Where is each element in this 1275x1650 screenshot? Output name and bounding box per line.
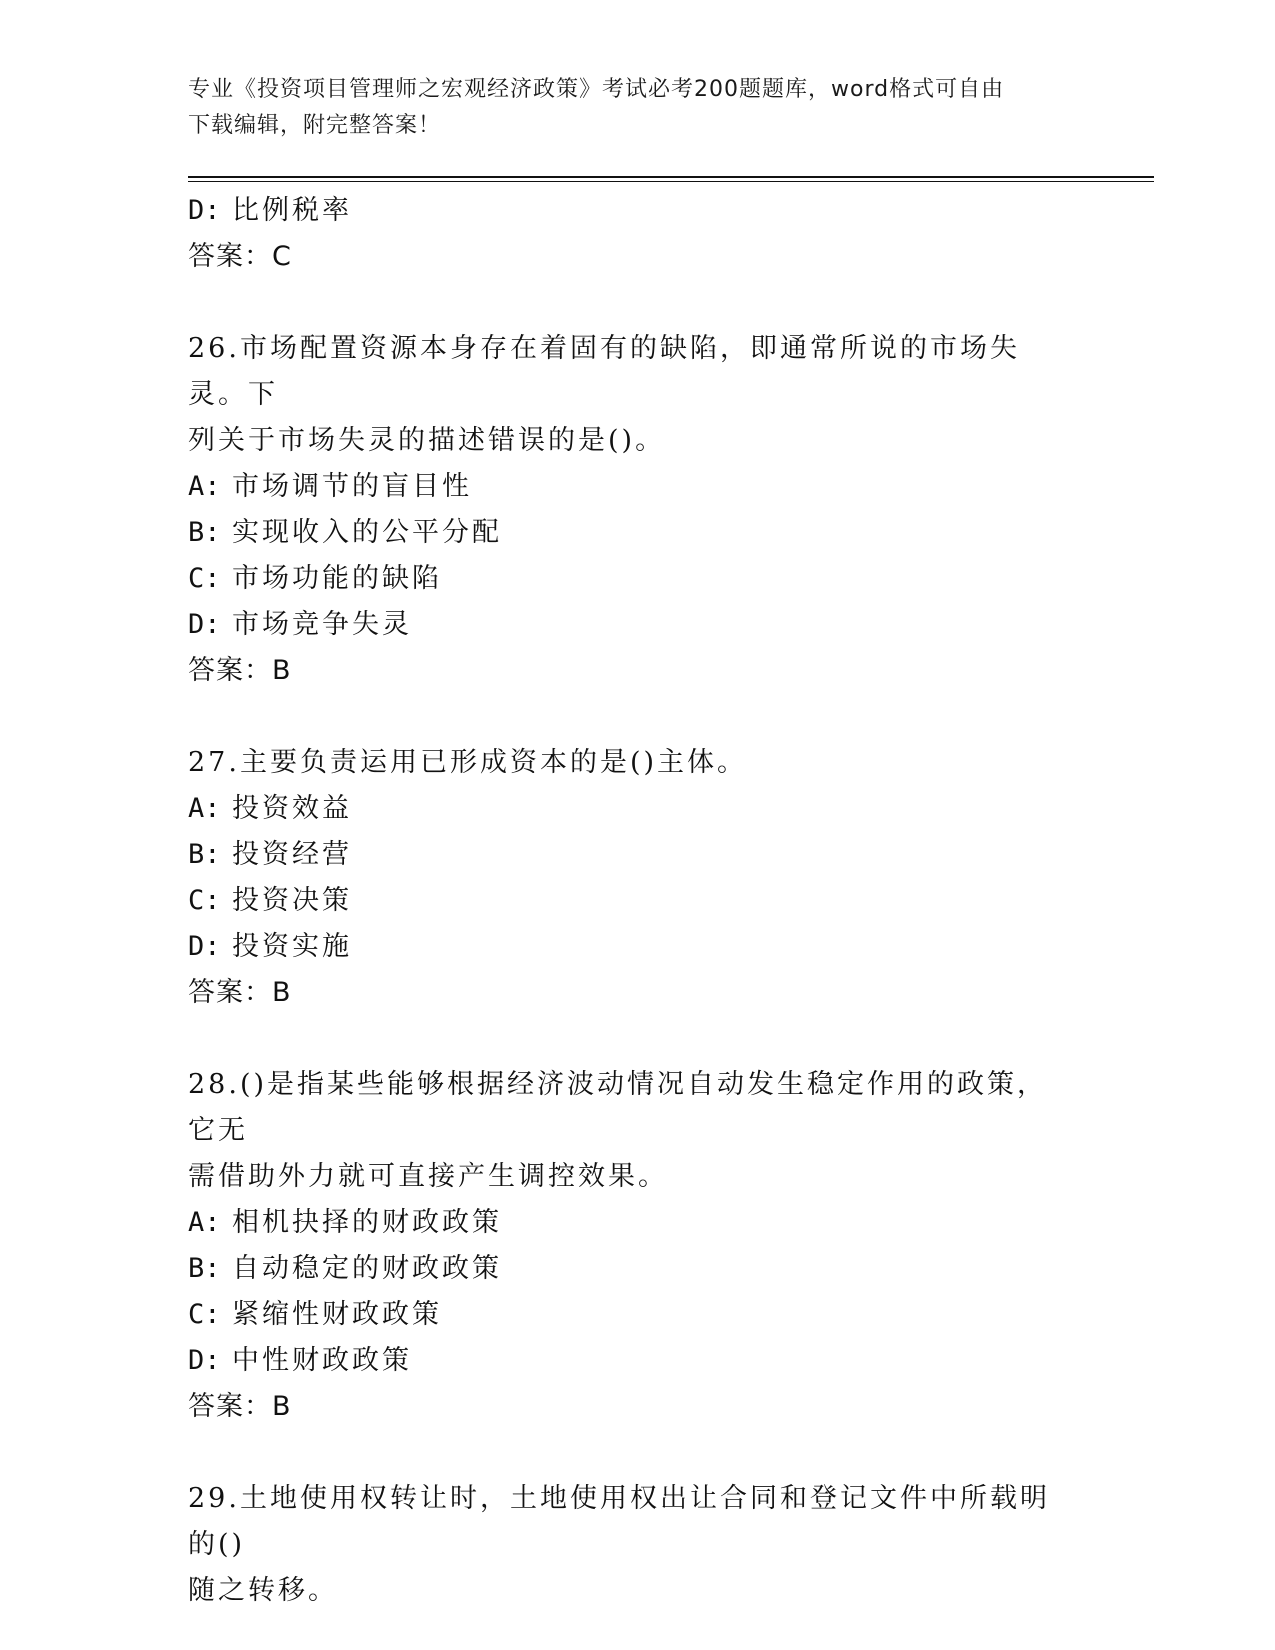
header-line-1: 专业《投资项目管理师之宏观经济政策》考试必考200题题库，word格式可自由 bbox=[188, 77, 1005, 102]
question-text-line-1: 27.主要负责运用已形成资本的是()主体。 bbox=[188, 747, 748, 778]
header-rule-thick bbox=[188, 176, 1154, 178]
option-text: 投资效益 bbox=[232, 793, 352, 824]
question-text-line-1: 29.土地使用权转让时，土地使用权出让合同和登记文件中所载明的() bbox=[188, 1483, 1050, 1560]
option-letter: A: bbox=[188, 1207, 221, 1238]
option-text: 相机抉择的财政政策 bbox=[232, 1207, 502, 1238]
option-text: 自动稳定的财政政策 bbox=[232, 1253, 502, 1284]
option-letter: D: bbox=[188, 609, 221, 640]
question-26 bbox=[188, 326, 1068, 464]
option-letter: A: bbox=[188, 471, 221, 502]
option-text: 投资实施 bbox=[232, 931, 352, 962]
question-text-line-2: 随之转移。 bbox=[188, 1575, 338, 1606]
q28-answer: 答案：B bbox=[188, 1391, 292, 1422]
option-letter: B: bbox=[188, 517, 221, 548]
option-letter: A: bbox=[188, 793, 221, 824]
q26-answer: 答案：B bbox=[188, 655, 292, 686]
q26-option-b bbox=[188, 510, 1088, 556]
header-rule-thin bbox=[188, 181, 1154, 182]
option-text: 市场竞争失灵 bbox=[232, 609, 412, 640]
option-letter: C: bbox=[188, 885, 221, 916]
header-line-2: 下载编辑，附完整答案！ bbox=[188, 113, 442, 138]
q26-option-c bbox=[188, 556, 1088, 602]
option-letter: D: bbox=[188, 931, 221, 962]
option-text: 实现收入的公平分配 bbox=[232, 517, 502, 548]
q26-option-a bbox=[188, 464, 1088, 510]
option-letter: C: bbox=[188, 563, 221, 594]
q26-option-d bbox=[188, 602, 1088, 648]
question-28 bbox=[188, 1062, 1068, 1200]
q28-option-d bbox=[188, 1338, 1088, 1384]
q27-option-d bbox=[188, 924, 1088, 970]
q28-option-a bbox=[188, 1200, 1088, 1246]
q27-option-c bbox=[188, 878, 1088, 924]
option-letter: B: bbox=[188, 1253, 221, 1284]
option-text: 投资决策 bbox=[232, 885, 352, 916]
q27-answer: 答案：B bbox=[188, 977, 292, 1008]
option-text: 市场功能的缺陷 bbox=[232, 563, 442, 594]
option-letter: C: bbox=[188, 1299, 221, 1330]
option-letter: D: bbox=[188, 195, 221, 226]
prev-answer: 答案：C bbox=[188, 241, 292, 272]
option-letter: D: bbox=[188, 1345, 221, 1376]
document-header bbox=[188, 72, 1088, 144]
question-text-line-2: 列关于市场失灵的描述错误的是()。 bbox=[188, 425, 666, 456]
q28-option-c bbox=[188, 1292, 1088, 1338]
q27-option-a bbox=[188, 786, 1088, 832]
option-text: 中性财政政策 bbox=[232, 1345, 412, 1376]
option-text: 紧缩性财政政策 bbox=[232, 1299, 442, 1330]
question-text-line-1: 28.()是指某些能够根据经济波动情况自动发生稳定作用的政策，它无 bbox=[188, 1069, 1048, 1146]
question-27 bbox=[188, 740, 1068, 786]
option-letter: B: bbox=[188, 839, 221, 870]
option-text: 投资经营 bbox=[232, 839, 352, 870]
prev-option-d bbox=[188, 188, 1088, 234]
q28-option-b bbox=[188, 1246, 1088, 1292]
question-text-line-1: 26.市场配置资源本身存在着固有的缺陷，即通常所说的市场失灵。下 bbox=[188, 333, 1020, 410]
question-text-line-2: 需借助外力就可直接产生调控效果。 bbox=[188, 1161, 668, 1192]
option-text: 比例税率 bbox=[232, 195, 352, 226]
q27-option-b bbox=[188, 832, 1088, 878]
option-text: 市场调节的盲目性 bbox=[232, 471, 472, 502]
question-29 bbox=[188, 1476, 1068, 1614]
document-body bbox=[188, 188, 1088, 1614]
